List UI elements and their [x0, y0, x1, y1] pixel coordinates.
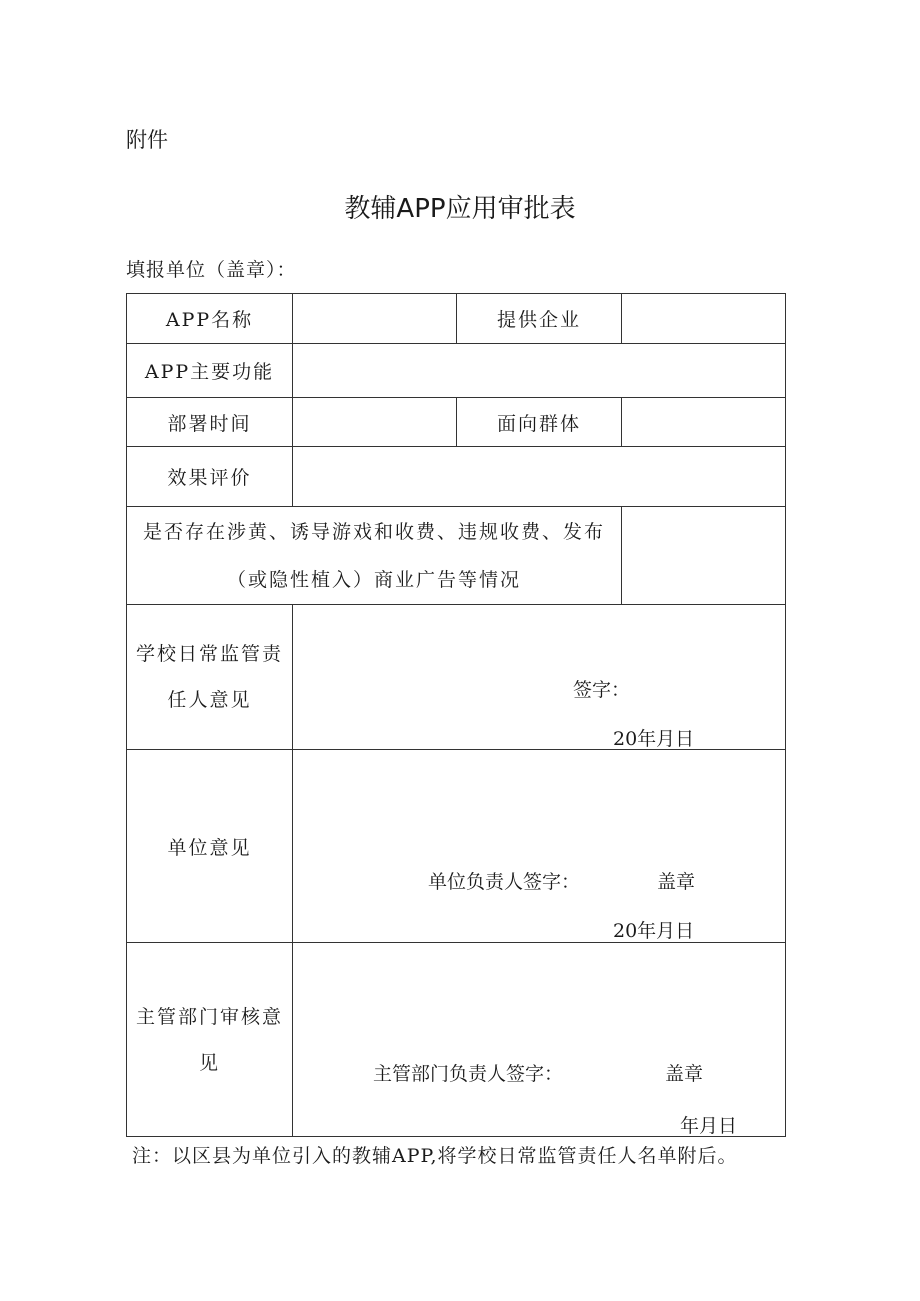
effect-eval-field[interactable]	[293, 447, 786, 507]
row-main-function	[127, 344, 786, 398]
target-group-label: 面向群体	[457, 398, 622, 447]
row-unit-opinion	[127, 750, 786, 943]
unit-opinion-seal: 盖章	[657, 871, 696, 893]
unit-opinion-field[interactable]	[293, 750, 786, 943]
dept-review-field[interactable]	[293, 943, 786, 1137]
app-name-label: APP名称	[127, 294, 293, 344]
unit-opinion-date: 20年月日	[613, 920, 695, 942]
unit-opinion-sign: 单位负责人签字：	[428, 871, 581, 893]
dept-review-label: 主管部门审核意见	[127, 943, 293, 1137]
page-title: 教辅APP应用审批表	[344, 194, 576, 224]
row-compliance	[127, 507, 786, 605]
school-supervisor-label: 学校日常监管责任人意见	[127, 605, 293, 750]
deploy-time-label: 部署时间	[127, 398, 293, 447]
dept-review-seal: 盖章	[665, 1063, 704, 1085]
row-app-name	[127, 294, 786, 344]
attachment-label: 附件	[126, 128, 168, 152]
row-deploy	[127, 398, 786, 447]
school-supervisor-sign: 签字：	[573, 679, 631, 701]
dept-review-sign: 主管部门负责人签字：	[373, 1063, 564, 1085]
unit-opinion-label: 单位意见	[127, 750, 293, 943]
row-dept-review	[127, 943, 786, 1137]
main-function-field[interactable]	[293, 344, 786, 398]
school-supervisor-date: 20年月日	[613, 728, 695, 750]
app-name-field[interactable]	[293, 294, 457, 344]
compliance-question-label: 是否存在涉黄、诱导游戏和收费、违规收费、发布（或隐性植入）商业广告等情况	[127, 507, 622, 605]
target-group-field[interactable]	[622, 398, 786, 447]
dept-review-date: 年月日	[680, 1115, 738, 1137]
effect-eval-label: 效果评价	[127, 447, 293, 507]
fill-unit-label: 填报单位（盖章）：	[126, 259, 297, 281]
main-function-label: APP主要功能	[127, 344, 293, 398]
footnote: 注：以区县为单位引入的教辅APP,将学校日常监管责任人名单附后。	[132, 1145, 738, 1167]
deploy-time-field[interactable]	[293, 398, 457, 447]
compliance-answer-field[interactable]	[622, 507, 786, 605]
provider-field[interactable]	[622, 294, 786, 344]
row-effect	[127, 447, 786, 507]
row-school-supervisor	[127, 605, 786, 750]
school-supervisor-field[interactable]	[293, 605, 786, 750]
provider-label: 提供企业	[457, 294, 622, 344]
approval-form-table	[126, 293, 786, 1137]
